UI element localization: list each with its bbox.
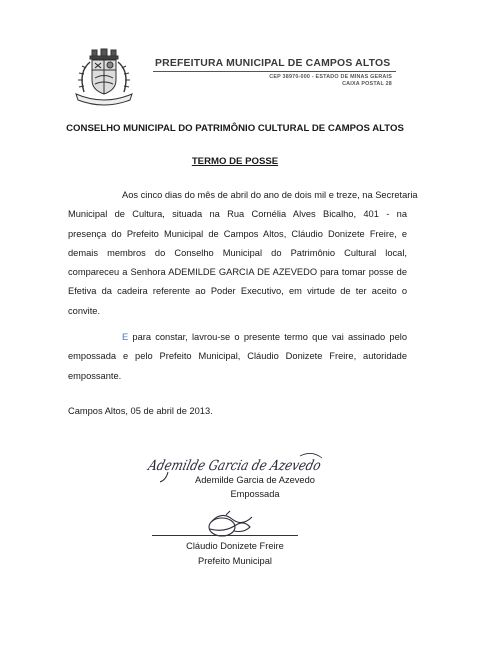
body-line — [68, 328, 407, 347]
body-line: empossante. — [68, 370, 122, 381]
signatory-name: Ademilde Garcia de Azevedo — [195, 475, 315, 485]
letterhead-title: PREFEITURA MUNICIPAL DE CAMPOS ALTOS — [155, 58, 391, 69]
signatory-name: Cláudio Donizete Freire — [186, 541, 284, 551]
body-line: compareceu a Senhora ADEMILDE GARCIA DE AZEVEDO para tomar posse de — [68, 267, 407, 278]
council-heading: CONSELHO MUNICIPAL DO PATRIMÔNIO CULTURAL DE CAMPOS ALTOS — [66, 123, 404, 134]
body-paragraph-1 — [68, 186, 418, 321]
municipal-crest-icon — [68, 48, 140, 106]
signatory-role: Prefeito Municipal — [198, 556, 272, 566]
body-line: Aos cinco dias do mês de abril do ano de dois mil e treze, na Secretaria — [122, 190, 418, 200]
document-title: TERMO DE POSSE — [191, 156, 279, 167]
body-line: demais membros do Conselho Municipal do Patrimônio Cultural local, — [68, 247, 407, 258]
body-line: Municipal de Cultura, situada na Rua Cornélia Alves Bicalho, 401 - na — [68, 209, 407, 220]
date-line: Campos Altos, 05 de abril de 2013. — [68, 406, 213, 416]
body-line-text: para constar, lavrou-se o presente termo que vai assinado pelo — [128, 332, 407, 342]
body-line: empossada e pelo Prefeito Municipal, Cláudio Donizete Freire, autoridade — [68, 351, 407, 362]
letterhead-postal-box: CAIXA POSTAL 28 — [342, 81, 392, 87]
body-paragraph-2 — [68, 328, 407, 386]
body-line: presença do Prefeito Municipal de Campos Altos, Cláudio Donizete Freire, e — [68, 228, 407, 239]
letterhead-divider — [153, 71, 396, 72]
body-line: Efetiva da cadeira referente ao Poder Executivo, em virtude de ter aceito o — [68, 286, 407, 297]
letterhead-address: CEP 38970-000 - ESTADO DE MINAS GERAIS — [269, 74, 392, 80]
svg-text:Ademilde Garcia de Azevedo: Ademilde Garcia de Azevedo — [146, 458, 354, 474]
signatory-role: Empossada — [230, 489, 280, 499]
paragraph-initial: E — [122, 332, 129, 342]
body-line: convite. — [68, 305, 101, 316]
signature-line — [152, 535, 298, 536]
